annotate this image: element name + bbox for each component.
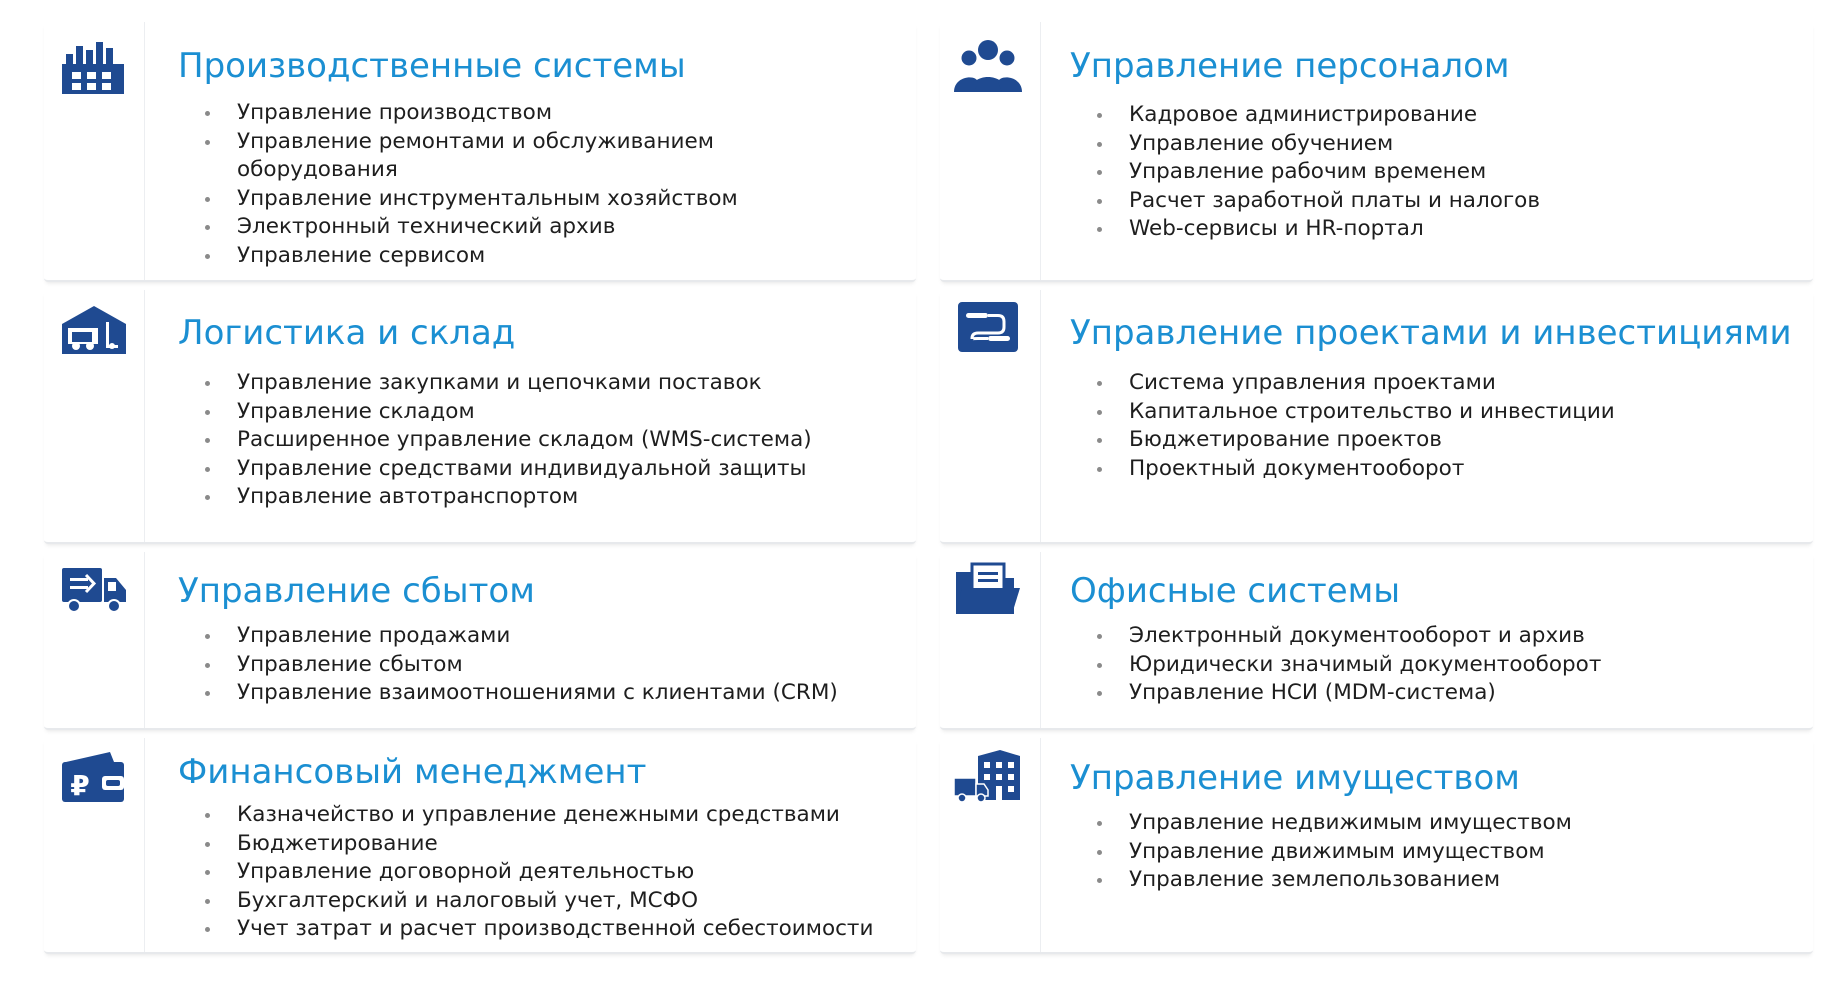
list-item: Бюджетирование xyxy=(205,830,873,859)
factory-icon xyxy=(60,40,128,96)
list-item: Управление взаимоотношениями с клиентами (CRM) xyxy=(205,679,838,708)
card-items xyxy=(205,99,738,270)
delivery-truck-icon xyxy=(60,562,128,618)
list-item: Казначейство и управление денежными средствами xyxy=(205,801,873,830)
card-items xyxy=(1097,369,1615,483)
list-item: Управление средствами индивидуальной защиты xyxy=(205,455,812,484)
list-item: Капитальное строительство и инвестиции xyxy=(1097,398,1615,427)
list-item: Управление обучением xyxy=(1097,130,1540,159)
card-divider xyxy=(144,552,145,728)
card-title: Управление проектами и инвестициями xyxy=(1070,313,1792,353)
warehouse-icon xyxy=(60,302,128,358)
list-item: Управление сбытом xyxy=(205,651,838,680)
card-divider xyxy=(1040,552,1041,728)
list-item: Управление продажами xyxy=(205,622,838,651)
card-divider xyxy=(1040,738,1041,952)
list-item: Система управления проектами xyxy=(1097,369,1615,398)
card-title: Управление персоналом xyxy=(1070,46,1510,86)
list-item: Управление инструментальным хозяйством xyxy=(205,185,738,214)
list-item: Управление автотранспортом xyxy=(205,483,812,512)
list-item: Кадровое администрирование xyxy=(1097,101,1540,130)
list-item: Бюджетирование проектов xyxy=(1097,426,1615,455)
card-items xyxy=(205,369,812,512)
people-icon xyxy=(954,38,1022,94)
card-items xyxy=(1097,622,1601,708)
card-divider xyxy=(1040,290,1041,542)
list-item: Управление сервисом xyxy=(205,242,738,271)
list-item: Web-сервисы и HR-портал xyxy=(1097,215,1540,244)
card-divider xyxy=(144,738,145,952)
card-divider xyxy=(144,290,145,542)
card-items xyxy=(205,801,873,944)
card-title: Управление сбытом xyxy=(178,571,535,611)
card-divider xyxy=(1040,22,1041,280)
project-flow-icon xyxy=(954,300,1022,356)
card-title: Финансовый менеджмент xyxy=(178,752,647,792)
list-item: Проектный документооборот xyxy=(1097,455,1615,484)
card-title: Логистика и склад xyxy=(178,313,516,353)
list-item: Юридически значимый документооборот xyxy=(1097,651,1601,680)
list-item: Учет затрат и расчет производственной себестоимости xyxy=(205,915,873,944)
list-item: Электронный документооборот и архив xyxy=(1097,622,1601,651)
list-item: Бухгалтерский и налоговый учет, МСФО xyxy=(205,887,873,916)
property-building-icon xyxy=(954,748,1022,804)
card-title: Офисные системы xyxy=(1070,571,1401,611)
list-item: Управление недвижимым имуществом xyxy=(1097,809,1572,838)
list-item: Управление рабочим временем xyxy=(1097,158,1540,187)
card-items xyxy=(1097,101,1540,244)
list-item: Управление ремонтами и обслуживанием оборудования xyxy=(205,128,738,185)
card-divider xyxy=(144,22,145,280)
list-item: Управление производством xyxy=(205,99,738,128)
list-item: Управление движимым имуществом xyxy=(1097,838,1572,867)
svg-text:₽: ₽ xyxy=(70,769,90,802)
ruble-wallet-icon xyxy=(60,748,128,804)
card-title: Производственные системы xyxy=(178,46,686,86)
card-items xyxy=(205,622,838,708)
list-item: Управление НСИ (MDM-система) xyxy=(1097,679,1601,708)
list-item: Расчет заработной платы и налогов xyxy=(1097,187,1540,216)
card-items xyxy=(1097,809,1572,895)
list-item: Управление договорной деятельностью xyxy=(205,858,873,887)
list-item: Электронный технический архив xyxy=(205,213,738,242)
card-title: Управление имуществом xyxy=(1070,758,1520,798)
list-item: Управление закупками и цепочками поставок xyxy=(205,369,812,398)
list-item: Расширенное управление складом (WMS-система) xyxy=(205,426,812,455)
list-item: Управление землепользованием xyxy=(1097,866,1572,895)
folder-icon xyxy=(954,562,1022,618)
list-item: Управление складом xyxy=(205,398,812,427)
